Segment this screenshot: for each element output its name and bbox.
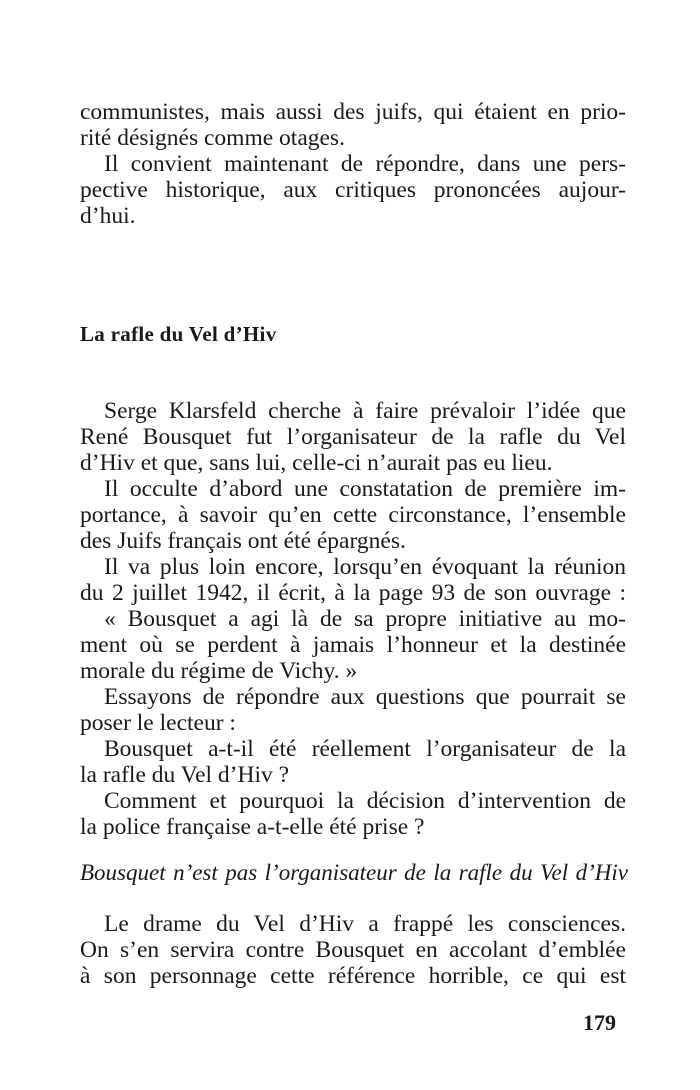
text-line: Comment et pourquoi la décision d’intervention de	[104, 788, 626, 814]
text-line: pective historique, aux critiques prononcées aujour-	[80, 177, 626, 203]
text-line: Serge Klarsfeld cherche à faire prévaloir l’idée que	[104, 398, 626, 424]
text-line: Bousquet a-t-il été réellement l’organisateur de la	[104, 736, 626, 762]
text-line: Essayons de répondre aux questions que pourrait se	[104, 684, 626, 710]
text-line: Il convient maintenant de répondre, dans une pers-	[104, 151, 626, 177]
page-number: 179	[583, 1010, 616, 1035]
text-line: d’Hiv et que, sans lui, celle-ci n’aurait pas eu lieu.	[80, 450, 553, 476]
text-line: à son personnage cette référence horrible, ce qui est	[80, 963, 626, 989]
text-line: des Juifs français ont été épargnés.	[80, 528, 406, 554]
text-line: rité désignés comme otages.	[80, 125, 345, 151]
subsection-heading: Bousquet n’est pas l’organisateur de la rafle du Vel d’Hiv	[80, 860, 628, 885]
section-heading: La rafle du Vel d’Hiv	[80, 322, 277, 346]
text-line: poser le lecteur :	[80, 710, 236, 736]
text-line: portance, à savoir qu’en cette circonstance, l’ensemble	[80, 502, 626, 528]
text-line: René Bousquet fut l’organisateur de la rafle du Vel	[80, 424, 626, 450]
text-line: Il occulte d’abord une constatation de première im-	[104, 476, 626, 502]
text-line: la rafle du Vel d’Hiv ?	[80, 762, 290, 788]
text-line: d’hui.	[80, 203, 136, 229]
quote-line: morale du régime de Vichy. »	[80, 658, 358, 684]
text-line: On s’en servira contre Bousquet en accolant d’emblée	[80, 937, 626, 963]
text-line: Il va plus loin encore, lorsqu’en évoquant la réunion	[104, 554, 626, 580]
quote-line: ment où se perdent à jamais l’honneur et la destinée	[80, 632, 626, 658]
text-line: la police française a-t-elle été prise ?	[80, 814, 425, 840]
quote-line: « Bousquet a agi là de sa propre initiative au mo-	[104, 606, 626, 632]
text-line: Le drame du Vel d’Hiv a frappé les consciences.	[104, 911, 626, 937]
text-line: du 2 juillet 1942, il écrit, à la page 93 de son ouvrage :	[80, 580, 626, 606]
text-line: communistes, mais aussi des juifs, qui étaient en prio-	[80, 99, 626, 125]
